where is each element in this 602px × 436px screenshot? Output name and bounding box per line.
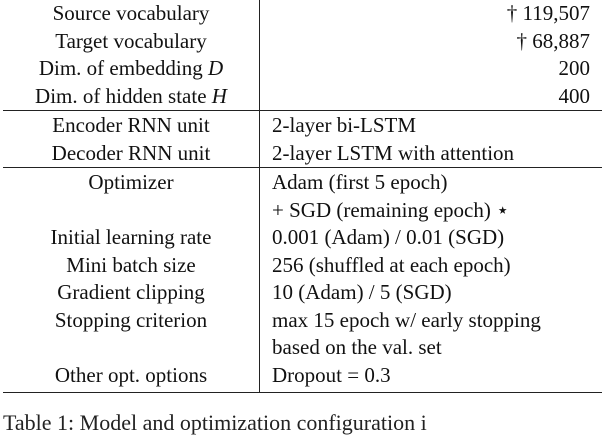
row-value: Dropout = 0.3 — [260, 362, 602, 393]
row-value: Adam (first 5 epoch) — [260, 168, 602, 197]
row-label: Mini batch size — [3, 252, 260, 280]
row-value: max 15 epoch w/ early stopping — [260, 307, 602, 335]
row-label: Encoder RNN unit — [3, 111, 260, 140]
table-row — [3, 28, 602, 56]
table-row — [3, 307, 602, 335]
table-row — [3, 140, 602, 168]
table-row — [3, 197, 602, 225]
row-value: based on the val. set — [260, 334, 602, 362]
table-caption: Table 1: Model and optimization configuration i — [3, 410, 427, 436]
row-label: Decoder RNN unit — [3, 140, 260, 168]
row-label: Source vocabulary — [3, 0, 260, 28]
table-row — [3, 224, 602, 252]
row-label: Dim. of hidden state H — [3, 83, 260, 111]
hyperparameter-table — [3, 0, 602, 393]
row-value: + SGD (remaining epoch) ⋆ — [260, 197, 602, 225]
row-value: 0.001 (Adam) / 0.01 (SGD) — [260, 224, 602, 252]
row-value: † 119,507 — [260, 0, 602, 28]
row-label: Other opt. options — [3, 362, 260, 393]
row-label: Initial learning rate — [3, 224, 260, 252]
table-row — [3, 279, 602, 307]
row-value: 400 — [260, 83, 602, 111]
table-row — [3, 0, 602, 28]
row-label: Dim. of embedding D — [3, 55, 260, 83]
table-row — [3, 83, 602, 111]
row-label: Target vocabulary — [3, 28, 260, 56]
row-label: Optimizer — [3, 168, 260, 197]
table-row — [3, 334, 602, 362]
math-symbol: D — [208, 56, 223, 80]
row-label — [3, 334, 260, 362]
row-value: † 68,887 — [260, 28, 602, 56]
row-value: 2-layer bi-LSTM — [260, 111, 602, 140]
math-symbol: H — [212, 84, 227, 108]
row-label: Stopping criterion — [3, 307, 260, 335]
row-label: Gradient clipping — [3, 279, 260, 307]
table-row — [3, 55, 602, 83]
row-value: 200 — [260, 55, 602, 83]
table-row — [3, 168, 602, 197]
row-value: 10 (Adam) / 5 (SGD) — [260, 279, 602, 307]
table-row — [3, 111, 602, 140]
table-row — [3, 362, 602, 393]
row-value: 2-layer LSTM with attention — [260, 140, 602, 168]
table-body — [3, 0, 602, 393]
row-label — [3, 197, 260, 225]
table-row — [3, 252, 602, 280]
row-value: 256 (shuffled at each epoch) — [260, 252, 602, 280]
